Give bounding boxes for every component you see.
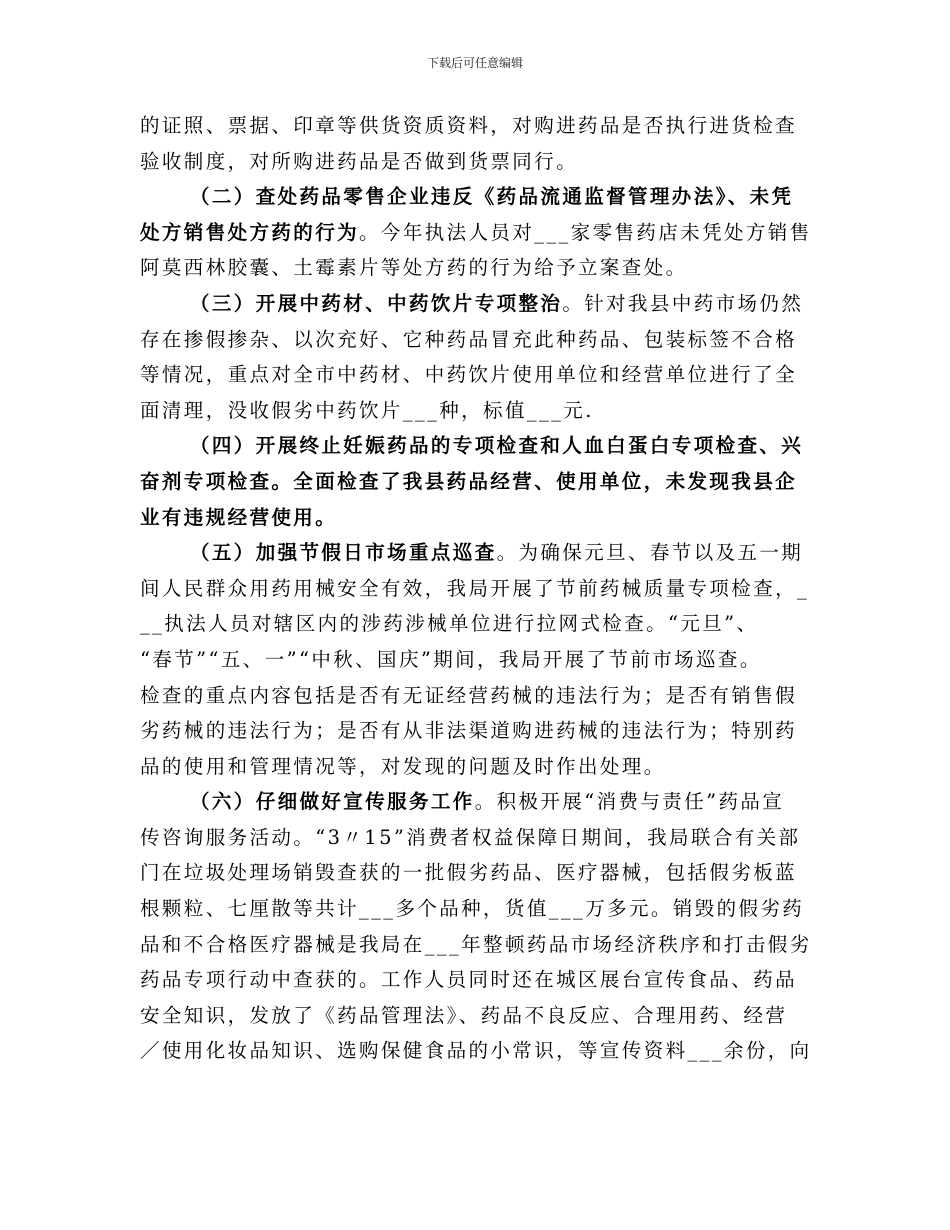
- body-text: 安全知识，发放了《药品管理法》、药品不良反应、合理用药、经营: [140, 1003, 788, 1027]
- bold-heading-text: （三）开展中药材、中药饮片专项整治: [190, 291, 563, 315]
- bold-heading-text: 奋剂专项检查。全面检查了我县药品经营、使用单位，未发现我县企: [140, 469, 798, 493]
- body-text: 阿莫西林胶囊、土霉素片等处方药的行为给予立案查处。: [140, 256, 688, 280]
- text-line: [140, 144, 820, 180]
- text-line: [140, 215, 820, 251]
- text-line: [140, 179, 820, 215]
- text-line: [140, 784, 820, 820]
- bold-heading-text: （六）仔细做好宣传服务工作: [190, 790, 475, 814]
- text-line: [140, 464, 820, 500]
- body-text: 。今年执法人员对___家零售药店未凭处方销售: [359, 220, 812, 244]
- body-text: 劣药械的违法行为；是否有从非法渠道购进药械的违法行为；特别药: [140, 719, 798, 743]
- body-text: 品和不合格医疗器械是我局在___年整顿药品市场经济秩序和打击假劣: [140, 932, 812, 956]
- bold-heading-text: 业有违规经营使用。: [140, 505, 338, 529]
- text-line: [140, 713, 820, 749]
- body-text: __执法人员对辖区内的涉药涉械单位进行拉网式检查。“元旦”、: [140, 612, 759, 636]
- text-line: [140, 108, 820, 144]
- body-text: 。针对我县中药市场仍然: [562, 291, 804, 315]
- body-text: 验收制度，对所购进药品是否做到货票同行。: [140, 149, 579, 173]
- text-line: [140, 642, 820, 678]
- bold-heading-text: （五）加强节假日市场重点巡查: [190, 541, 497, 565]
- text-line: [140, 500, 820, 536]
- text-line: [140, 820, 820, 856]
- text-line: [140, 962, 820, 998]
- text-line: [140, 357, 820, 393]
- body-text: 间人民群众用药用械安全有效，我局开展了节前药械质量专项检查，_: [140, 576, 810, 600]
- body-text: 传咨询服务活动。“3〃15”消费者权益保障日期间，我局联合有关部: [140, 825, 801, 849]
- text-line: [140, 678, 820, 714]
- body-text: 的证照、票据、印章等供货资质资料，对购进药品是否执行进货检查: [140, 114, 798, 137]
- text-line: [140, 393, 820, 429]
- text-line: [140, 855, 820, 891]
- page-header: 下载后可任意编辑: [426, 56, 523, 70]
- text-line: [140, 749, 820, 785]
- body-text: 根颗粒、七厘散等共计___多个品种，货值___万多元。销毁的假劣药: [140, 897, 805, 921]
- body-text: 面清理，没收假劣中药饮片___种，标值___元.: [140, 398, 594, 422]
- text-line: [140, 927, 820, 963]
- body-text: 检查的重点内容包括是否有无证经营药械的违法行为；是否有销售假: [140, 683, 798, 707]
- text-line: [140, 428, 820, 464]
- text-line: [140, 571, 820, 607]
- body-text: ／使用化妆品知识、选购保健食品的小常识，等宣传资料___余份，向: [140, 1039, 812, 1063]
- body-text: 品的使用和管理情况等，对发现的问题及时作出处理。: [140, 754, 666, 778]
- text-line: [140, 286, 820, 322]
- text-line: [140, 250, 820, 286]
- document-body: [140, 108, 820, 1069]
- bold-heading-text: （四）开展终止妊娠药品的专项检查和人血白蛋白专项检查、兴: [190, 434, 804, 458]
- text-line: [140, 535, 820, 571]
- text-line: [140, 891, 820, 927]
- bold-heading-text: 处方销售处方药的行为: [140, 220, 360, 244]
- text-line: [140, 998, 820, 1034]
- text-line: [140, 1033, 820, 1069]
- body-text: 存在掺假掺杂、以次充好、它种药品冒充此种药品、包装标签不合格: [140, 327, 798, 351]
- body-text: 。积极开展“消费与责任”药品宣: [474, 790, 785, 814]
- body-text: 等情况，重点对全市中药材、中药饮片使用单位和经营单位进行了全: [140, 363, 798, 387]
- body-text: 。为确保元旦、春节以及五一期: [496, 541, 804, 565]
- body-text: 药品专项行动中查获的。工作人员同时还在城区展台宣传食品、药品: [140, 968, 798, 992]
- body-text: “春节”“五、一”“中秋、国庆”期间，我局开展了节前市场巡查。: [140, 647, 762, 671]
- body-text: 门在垃圾处理场销毁查获的一批假劣药品、医疗器械，包括假劣板蓝: [140, 861, 798, 885]
- text-line: [140, 606, 820, 642]
- text-line: [140, 322, 820, 358]
- bold-heading-text: （二）查处药品零售企业违反《药品流通监督管理办法》、未凭: [190, 185, 794, 209]
